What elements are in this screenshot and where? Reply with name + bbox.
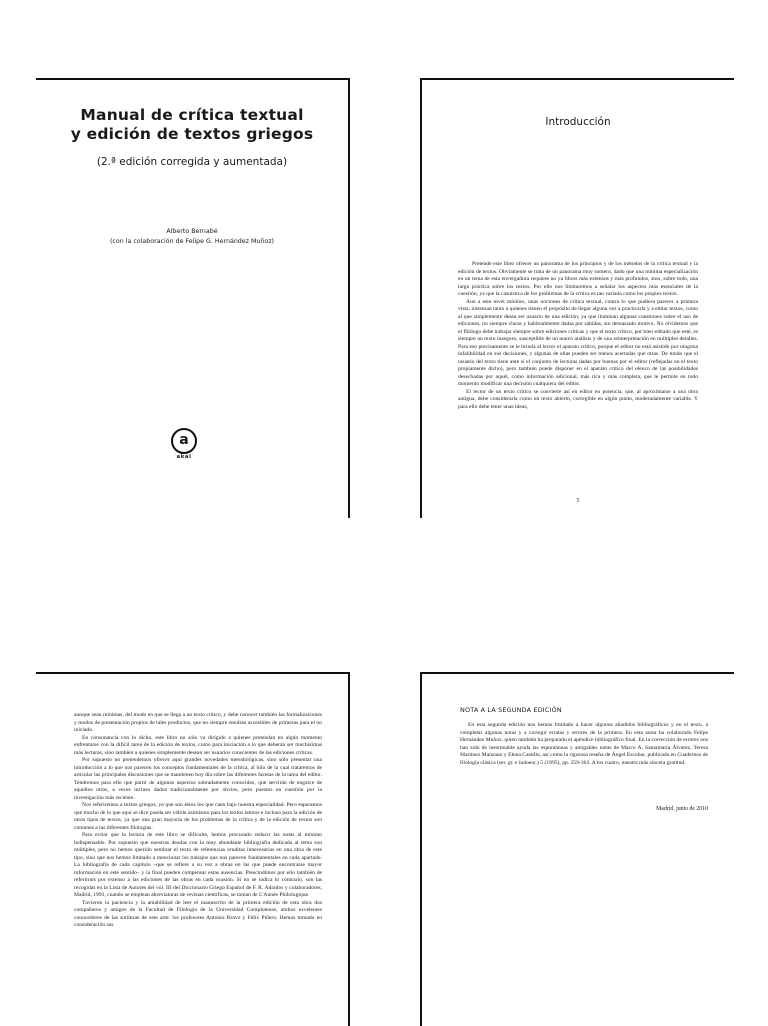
cover-page [36,78,350,518]
paragraph: Pretende este libro ofrecer un panorama de los principios y de los métodos de la crítica textual y la edición de textos. Obviamente se trata de un panorama muy somero, dado que una mínima especialización en un tema de esta envergadura requiere no ya libros más extensos y más profundos, sino, sobre todo, una larga práctica sobre los textos. Por ello nos limitaremos a señalar los aspectos más esenciales de la cuestión, ya que la casuística de los problemas de la crítica es tan variada como los propios textos. [458,261,698,297]
paragraph: Nos referiremos a textos griegos, ya que son éstos los que caen bajo nuestra especialidad. Pero esperamos que mucho de lo que aquí se dice pueda ser válido asimismo para los textos latinos e incluso para la edición de otros tipos de textos, ya que una gran mayoría de los problemas de la crítica y de la edición de textos son comunes a las diferentes filologías. [74,802,322,831]
paragraph: En consonancia con lo dicho, este libro no sólo va dirigido a quienes pretendan en algún momento enfrentarse con la difícil tarea de la edición de textos, como para iniciación a lo que deberán ser muchísimas más lecturas, sino también a quienes simplemente desean ser usuarios conscientes de las ediciones críticas. [74,734,322,756]
author-name: Alberto Bernabé [166,228,218,235]
author-collaboration: (con la colaboración de Felipe G. Hernández Muñoz) [109,238,275,245]
introduction-page [420,78,734,518]
continuation-text [74,712,322,930]
note-signature: Madrid, junio de 2010 [656,806,708,812]
publisher-logo-icon: a [171,428,197,454]
book-subtitle: (2.ª edición corregida y aumentada) [96,156,288,168]
chapter-title: Introducción [545,116,611,128]
book-title [36,106,348,144]
author-block [36,227,348,247]
paragraph: Aun a este nivel mínimo, unas nociones de crítica textual, contra lo que pudiera parecer a primera vista, interesan tanto a quienes tienen el propósito de llegar alguna vez a practicarla y a editar textos, como al que simplemente desea ser usuario de una edición, ya que iluminan algunas cuestiones sobre el uso de ediciones, no siempre claras y habitualmente dadas por sabidas, sin demasiado motivo. No olvidemos que el filólogo debe trabajar siempre sobre ediciones críticas y que el texto crítico, por bien editado que esté, es siempre un texto inseguro, susceptible de un nuevo análisis y de una reinterpretación en múltiples detalles. Para eso precisamente se le brinda al lector el aparato crítico, porque el editor no está asistido por ninguna infalibilidad en sus decisiones, y algunas de ellas pueden ser menos acertadas que otras. De modo que el usuario del texto tiene ante sí el conjunto de lecturas dadas por buenas por el editor (reflejadas en el texto propiamente dicho), pero también puede disponer en el aparato crítico del elenco de las posibilidades desechadas por aquél, como información adicional, más rica y más completa, que le permite en todo momento modificar una decisión cualquiera del editor. [458,298,698,387]
introduction-text [458,261,698,411]
publisher-name: akal [176,454,192,460]
paragraph: En esta segunda edición nos hemos limitado a hacer algunos añadidos bibliográficos y en el texto, a completar algunas notas y a corregir erratas y errores de la primera. En esta tarea ha colaborado Felipe Hernández Muñoz, quien también ha preparado el apéndice bibliográfico final. En la corrección de errores nos han sido de inestimable ayuda las espontáneas y amigables notas de Marco A. Santamaría Álvarez, Teresa Martínez Manzano y Elena Castillo, así como la rigurosa reseña de Ángel Escobar, publicada en Cuadernos de filología clásica (ser. gr. e indoeur.) 5 (1995), pp. 359-363. A los cuatro, nuestra más sincera gratitud. [460,722,708,766]
note-text [460,722,708,767]
paragraph: El lector de un texto crítico se convierte así en editor en potencia, que, al aproximarse a una obra antigua, debe considerarla como un texto abierto, corregible en algún punto, moderadamente variable. Y para ello debe tener unas ideas, [458,388,698,410]
paragraph: aunque sean mínimas, del modo en que se llega a un texto crítico, y debe conocer también las formalizaciones y modos de presentación propios de tales productos, que no siempre resultan accesibles de primeras para el no iniciado. [74,712,322,733]
book-title-line-1: Manual de crítica textual [80,106,304,124]
second-edition-note-page [420,672,734,1026]
paragraph: Por supuesto no pretendemos ofrecer aquí grandes novedades metodológicas, sino sólo presentar una introducción a lo que nos parecen los conceptos fundamentales de la crítica, al hilo de la cual trataremos de articular las principales discusiones que se mantienen hoy día sobre las diferentes facetas de la tarea del editor. Tendremos para ello que partir de algunos aspectos sobradamente conocidos, que servirán de engarce de aquellos otros, a veces incluso dados tradicionalmente por obvios, pero puestos en cuestión por la investigación más reciente. [74,757,322,801]
book-title-line-2: y edición de textos griegos [70,125,314,143]
page-number: 5 [576,498,580,504]
continuation-page [36,672,350,1026]
note-title: NOTA A LA SEGUNDA EDICIÓN [460,706,562,714]
paragraph: Tuvieron la paciencia y la amabilidad de leer el manuscrito de la primera edición de esta obra dos compañeros y amigos de la Facultad de Filología de la Universidad Complutense, ambos excelentes conocedores de las sutilezas de este arte: los profesores Antonio Bravo y Félix Piñero. Hemos tomado en consideración sus [74,899,322,928]
paragraph: Para evitar que la lectura de este libro se dificulte, hemos procurado reducir las notas al mínimo indispensable. Por supuesto que nuestras deudas con la muy abundante bibliografía dedicada al tema son múltiples, pero no hemos querido sembrar el texto de referencias eruditas innecesarias en una obra de este tipo, sino que nos hemos limitado a mencionar los trabajos que nos parecen fundamentales en cada apartado. La bibliografía de cada capítulo –que se refiere a su vez a obras en las que puede encontrarse mayor información en este sentido– y la final pueden compensar estas ausencias. Prescindimos por ello también de referirnos por extenso a las ediciones de las obras en cada ocasión. Si no se indica lo contrario, son las recogidas en la Lista de Autores del vol. III del Diccionario Griego Español de F. R. Adrados y colaboradores, Madrid, 1991, cuando se emplean abreviaturas de revistas científicas, se toman de L'Année Philologique. [74,832,322,898]
